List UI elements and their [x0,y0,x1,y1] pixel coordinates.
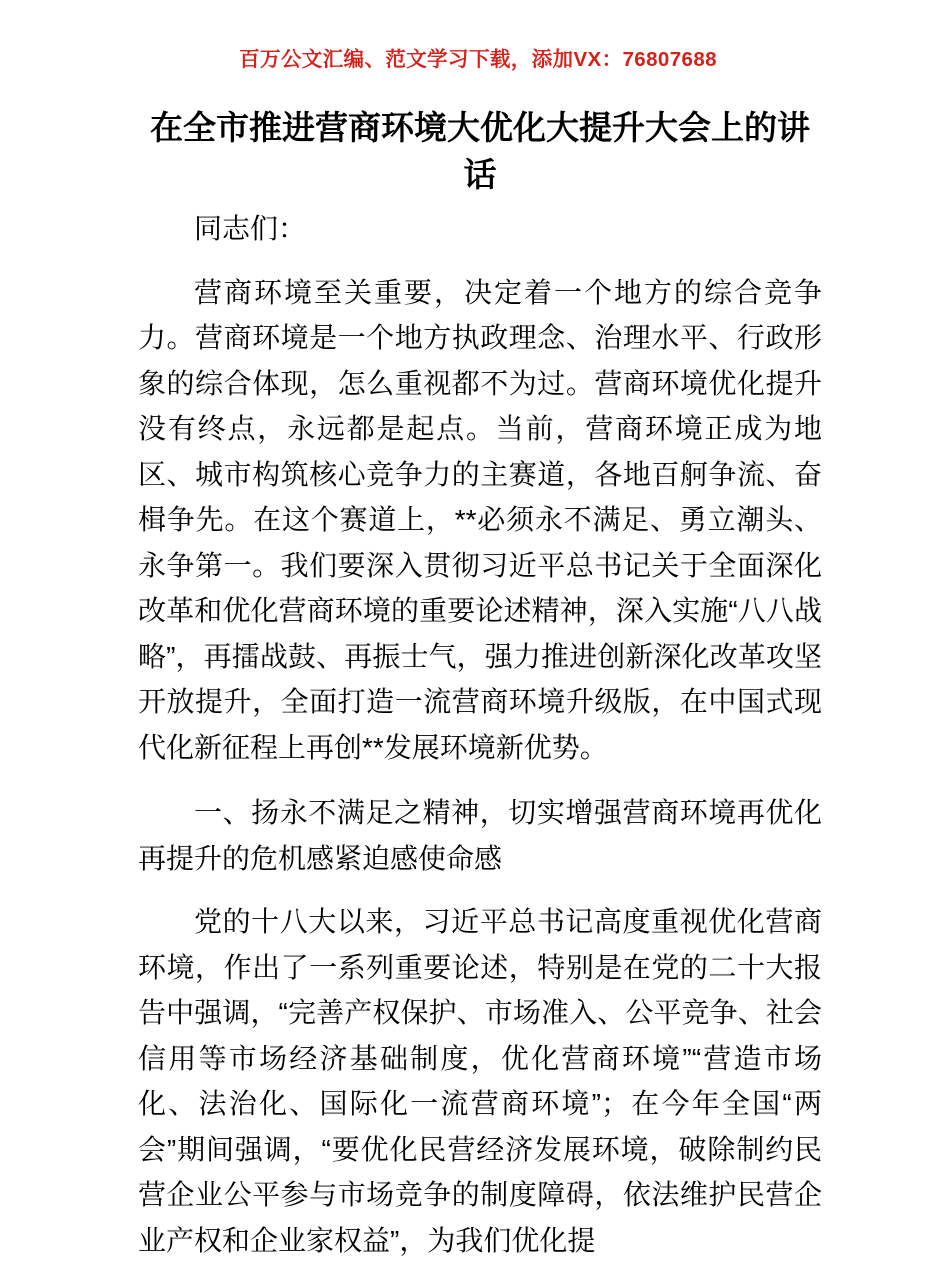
paragraph-intro: 营商环境至关重要，决定着一个地方的综合竞争力。营商环境是一个地方执政理念、治理水平、行政形象的综合体现，怎么重视都不为过。营商环境优化提升没有终点，永远都是起点。当前，营商环境正成为地区、城市构筑核心竞争力的主赛道，各地百舸争流、奋楫争先。在这个赛道上，**必须永不满足、勇立潮头、永争第一。我们要深入贯彻习近平总书记关于全面深化改革和优化营商环境的重要论述精神，深入实施“八八战略”，再擂战鼓、再振士气，强力推进创新深化改革攻坚开放提升，全面打造一流营商环境升级版，在中国式现代化新征程上再创**发展环境新优势。 [138,276,822,763]
document-title: 在全市推进营商环境大优化大提升大会上的讲话 [150,109,810,193]
promo-header-text: 百万公文汇编、范文学习下载，添加VX：76807688 [239,48,717,71]
paragraph-section-one-body: 党的十八大以来，习近平总书记高度重视优化营商环境，作出了一系列重要论述，特别是在党的二十大报告中强调，“完善产权保护、市场准入、公平竞争、社会信用等市场经济基础制度，优化营商环境”“营造市场化、法治化、国际化一流营商环境”；在今年全国“两会”期间强调，“要优化民营经济发展环境，破除制约民营企业公平参与市场竞争的制度障碍，依法维护民营企业产权和企业家权益”，为我们优化提 [138,906,822,1256]
salutation: 同志们： [194,213,307,244]
section-heading-one: 一、扬永不满足之精神，切实增强营商环境再优化再提升的危机感紧迫感使命感 [138,797,822,874]
document-body [138,104,822,1263]
